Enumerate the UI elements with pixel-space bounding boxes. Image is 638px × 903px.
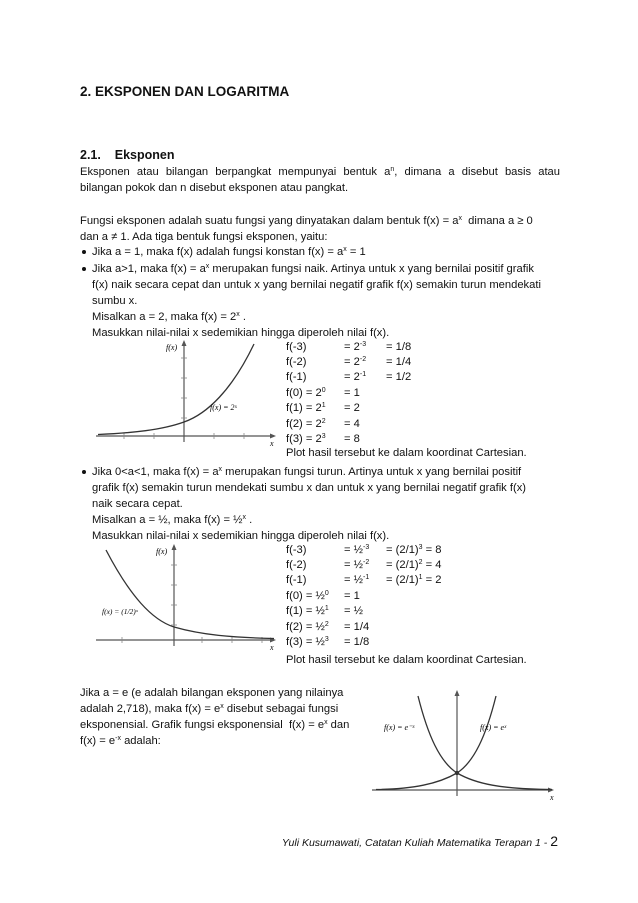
euler-line-3: eksponensial. Grafik fungsi eksponensial $f(x) = e^x$ dan: [80, 719, 350, 731]
euler-line-2: adalah 2,718), maka $f(x) = e^x$ disebut sebagai fungsi: [80, 703, 339, 715]
page-footer: Yuli Kusumawati, Catatan Kuliah Matematika Terapan 1 - 2: [281, 833, 558, 849]
bullet-dot: [82, 470, 86, 474]
bullet-2-example: Misalkan a = 2, maka $f(x) = 2^x$ .: [92, 311, 246, 323]
bullet-2-line-2: f(x) naik secara cepat dan untuk x yang bernilai negatif grafik f(x) semakin turun mendekati: [92, 279, 541, 291]
bullet-dot: [82, 250, 86, 254]
y-axis-label: f(x): [156, 547, 168, 556]
section-title: 2.1. Eksponen: [80, 148, 175, 162]
bullet-3-instruction: Masukkan nilai-nilai x sedemikian hingga diperoleh nilai f(x).: [92, 530, 390, 542]
graph-euler: [368, 688, 558, 800]
right-curve-label: f(x) = eˣ: [480, 723, 507, 732]
x-axis-label: x: [550, 793, 554, 800]
intersection-point: [455, 771, 459, 775]
page-number: 2: [550, 833, 558, 849]
curve-label: f(x) = (1/2)ˣ: [102, 607, 138, 616]
curve-label: f(x) = 2ˣ: [210, 403, 237, 412]
chapter-title: 2. EKSPONEN DAN LOGARITMA: [80, 84, 290, 99]
bullet-3-example: Misalkan a = ½, maka f(x) = ½$^x$ .: [92, 514, 253, 526]
bullet-2-line-3: sumbu x.: [92, 295, 138, 307]
curve-half-pow-x: [106, 550, 274, 639]
intro-paragraph: Eksponen atau bilangan berpangkat mempunyai bentuk $a^n$, dimana a disebut basis atau bilangan pokok dan n disebut eksponen atau pangkat.: [80, 166, 561, 194]
curve-2-pow-x: [98, 344, 254, 435]
bullet-dot: [82, 267, 86, 271]
euler-line-4: $f(x) = e^{-x}$ adalah:: [80, 735, 161, 747]
x-axis-label: x: [270, 439, 274, 446]
x-axis-label: x: [270, 643, 274, 650]
fungsi-line-1: Fungsi eksponen adalah suatu fungsi yang dinyatakan dalam bentuk $f(x) = a^x$ dimana a ≥ 0: [80, 215, 533, 227]
bullet-3-line-2: grafik f(x) semakin turun mendekati sumbu x dan untuk x yang bernilai negatif grafik f(x): [92, 482, 527, 494]
bullet-2-instruction: Masukkan nilai-nilai x sedemikian hingga diperoleh nilai f(x).: [92, 327, 390, 339]
bullet-3-line-3: naik secara cepat.: [92, 498, 183, 510]
fungsi-line-2: dan a ≠ 1. Ada tiga bentuk fungsi eksponen, yaitu:: [80, 231, 328, 243]
plot-instruction-2: Plot hasil tersebut ke dalam koordinat Cartesian.: [286, 654, 527, 666]
euler-line-1: Jika a = e (e adalah bilangan eksponen yang nilainya: [80, 687, 344, 699]
curve-e-pow-neg-x: [418, 696, 552, 790]
left-curve-label: f(x) = e⁻ˣ: [384, 723, 415, 732]
bullet-1-text: Jika a = 1, maka f(x) adalah fungsi konstan $f(x) = a^x = 1$: [92, 246, 366, 258]
y-axis-label: f(x): [166, 343, 178, 352]
graph-exponential-growth: [92, 338, 278, 446]
curve-e-pow-x: [376, 696, 496, 790]
plot-instruction-1: Plot hasil tersebut ke dalam koordinat Cartesian.: [286, 447, 527, 459]
bullet-2-line-1: Jika a>1, maka $f(x) = a^x$ merupakan fungsi naik. Artinya untuk x yang bernilai positif grafik: [92, 263, 534, 275]
bullet-3-line-1: Jika 0<a<1, maka $f(x) = a^x$ merupakan fungsi turun. Artinya untuk x yang bernilai positif: [92, 466, 522, 478]
graph-exponential-decay: [92, 540, 278, 650]
